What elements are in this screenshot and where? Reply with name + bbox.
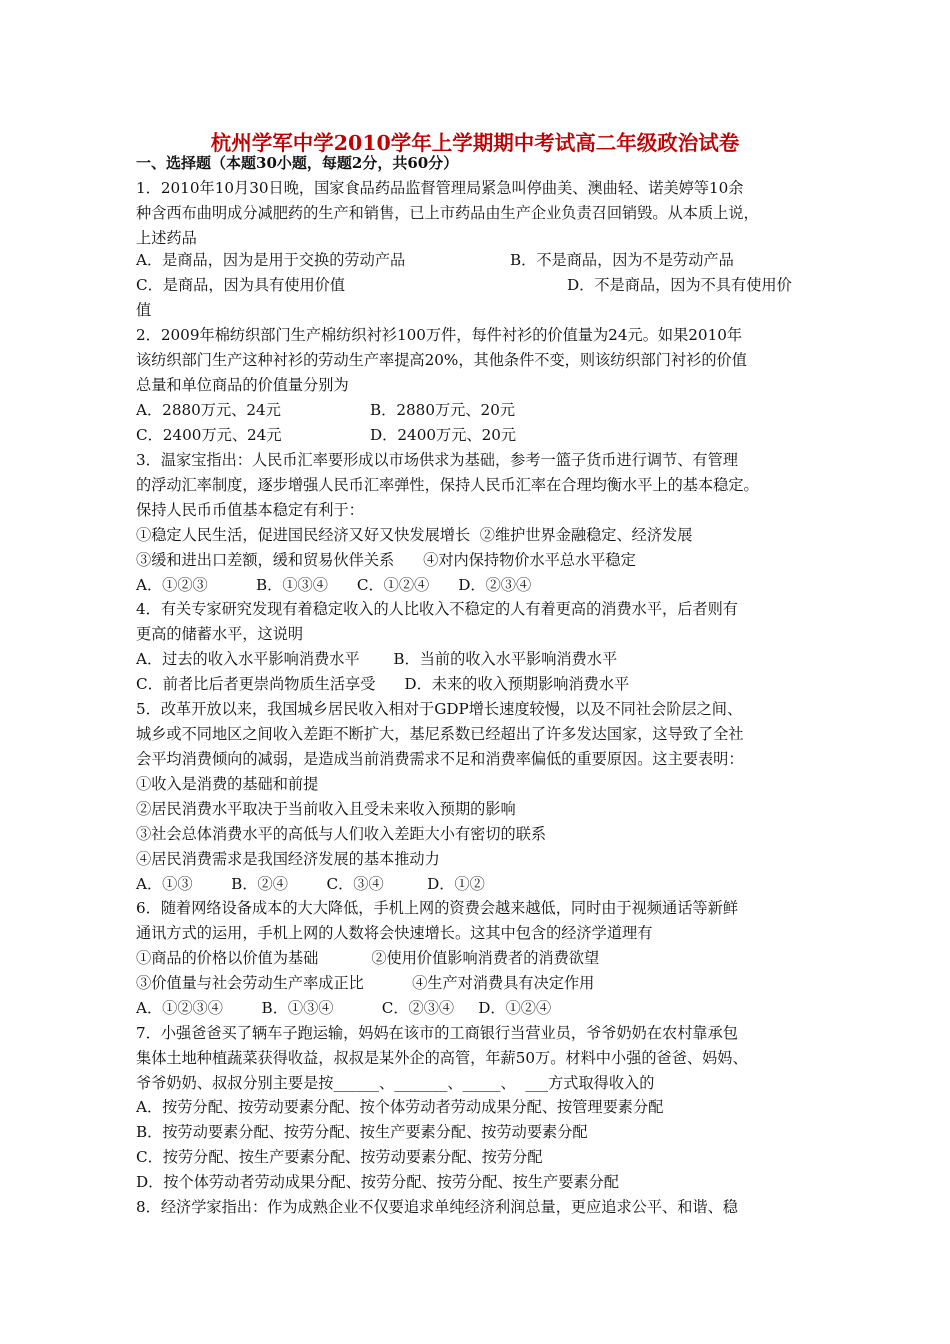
question-line: 2．2009年棉纺织部门生产棉纺织衬衫100万件，每件衬衫的价值量为24元。如果2010年	[136, 326, 743, 344]
option-line: A．2880万元、24元	[136, 401, 281, 419]
option-line: A．①②③④ B．①③④ C．②③④ D．①②④	[136, 999, 552, 1017]
question-line: 的浮动汇率制度，逐步增强人民币汇率弹性，保持人民币汇率在合理均衡水平上的基本稳定。	[136, 476, 759, 494]
option-line: B．2880万元、20元	[370, 401, 516, 419]
question-line: 4．有关专家研究发现有着稳定收入的人比收入不稳定的人有着更高的消费水平，后者则有	[136, 600, 738, 618]
question-line: 8．经济学家指出：作为成熟企业不仅要追求单纯经济利润总量，更应追求公平、和谐、稳	[136, 1198, 738, 1216]
statement-line: ②居民消费水平取决于当前收入且受未来收入预期的影响	[136, 800, 516, 818]
question-line: 城乡或不同地区之间收入差距不断扩大，基尼系数已经超出了许多发达国家，这导致了全社	[136, 725, 744, 743]
option-line: C．2400万元、24元	[136, 426, 282, 444]
option-line: D．按个体劳动者劳动成果分配、按劳分配、按劳分配、按生产要素分配	[136, 1173, 619, 1191]
statement-line: ③缓和进出口差额，缓和贸易伙伴关系 ④对内保持物价水平总水平稳定	[136, 551, 636, 569]
statement-line: ③社会总体消费水平的高低与人们收入差距大小有密切的联系	[136, 825, 547, 843]
page-title: 杭州学军中学2010学年上学期期中考试高二年级政治试卷	[210, 131, 740, 155]
section-heading: 一、选择题（本题30小题，每题2分，共60分）	[136, 154, 459, 172]
statement-line: ①稳定人民生活，促进国民经济又好又快发展增长 ②维护世界金融稳定、经济发展	[136, 526, 693, 544]
option-line: A．是商品，因为是用于交换的劳动产品	[136, 251, 406, 269]
question-line: 3．温家宝指出：人民币汇率要形成以市场供求为基础，参考一篮子货币进行调节、有管理	[136, 451, 738, 469]
question-line: 上述药品	[136, 229, 197, 247]
question-line: 爷爷奶奶、叔叔分别主要是按______、_______、_____、 ___方式取得收入的	[136, 1074, 655, 1092]
question-line: 1．2010年10月30日晚，国家食品药品监督管理局紧急叫停曲美、澳曲轻、诺美婷等10余	[136, 179, 744, 197]
option-line: C．按劳分配、按生产要素分配、按劳动要素分配、按劳分配	[136, 1148, 543, 1166]
option-line: A．①③ B．②④ C．③④ D．①②	[136, 875, 485, 893]
question-line: 5．改革开放以来，我国城乡居民收入相对于GDP增长速度较慢，以及不同社会阶层之间、	[136, 700, 743, 718]
statement-line: ③价值量与社会劳动生产率成正比 ④生产对消费具有决定作用	[136, 974, 595, 992]
question-line: 更高的储蓄水平，这说明	[136, 625, 304, 643]
option-line: B．不是商品，因为不是劳动产品	[510, 251, 734, 269]
option-line: A．①②③ B．①③④ C．①②④ D．②③④	[136, 576, 532, 594]
option-line: A．过去的收入水平影响消费水平 B．当前的收入水平影响消费水平	[136, 650, 618, 668]
question-line: 集体土地种植蔬菜获得收益，叔叔是某外企的高管，年薪50万。材料中小强的爸爸、妈妈、	[136, 1049, 748, 1067]
question-line: 6．随着网络设备成本的大大降低，手机上网的资费会越来越低，同时由于视频通话等新鲜	[136, 899, 738, 917]
option-line: 值	[136, 301, 152, 319]
option-line: A．按劳分配、按劳动要素分配、按个体劳动者劳动成果分配、按管理要素分配	[136, 1098, 664, 1116]
question-line: 该纺织部门生产这种衬衫的劳动生产率提高20%，其他条件不变，则该纺织部门衬衫的价值	[136, 351, 747, 369]
option-line: B．按劳动要素分配、按劳分配、按生产要素分配、按劳动要素分配	[136, 1123, 588, 1141]
option-line: D．2400万元、20元	[370, 426, 517, 444]
question-line: 会平均消费倾向的减弱，是造成当前消费需求不足和消费率偏低的重要原因。这主要表明：	[136, 750, 744, 768]
option-line: C．前者比后者更崇尚物质生活享受 D．未来的收入预期影响消费水平	[136, 675, 630, 693]
question-line: 种含西布曲明成分减肥药的生产和销售，已上市药品由生产企业负责召回销毁。从本质上说，	[136, 204, 759, 222]
question-line: 总量和单位商品的价值量分别为	[136, 376, 349, 394]
option-line: D．不是商品，因为不具有使用价	[567, 276, 792, 294]
question-line: 保持人民币币值基本稳定有利于：	[136, 501, 364, 519]
statement-line: ①收入是消费的基础和前提	[136, 775, 319, 793]
question-line: 通讯方式的运用，手机上网的人数将会快速增长。这其中包含的经济学道理有	[136, 924, 653, 942]
question-line: 7．小强爸爸买了辆车子跑运输，妈妈在该市的工商银行当营业员，爷爷奶奶在农村靠承包	[136, 1024, 738, 1042]
statement-line: ①商品的价格以价值为基础 ②使用价值影响消费者的消费欲望	[136, 949, 600, 967]
option-line: C．是商品，因为具有使用价值	[136, 276, 346, 294]
statement-line: ④居民消费需求是我国经济发展的基本推动力	[136, 850, 440, 868]
